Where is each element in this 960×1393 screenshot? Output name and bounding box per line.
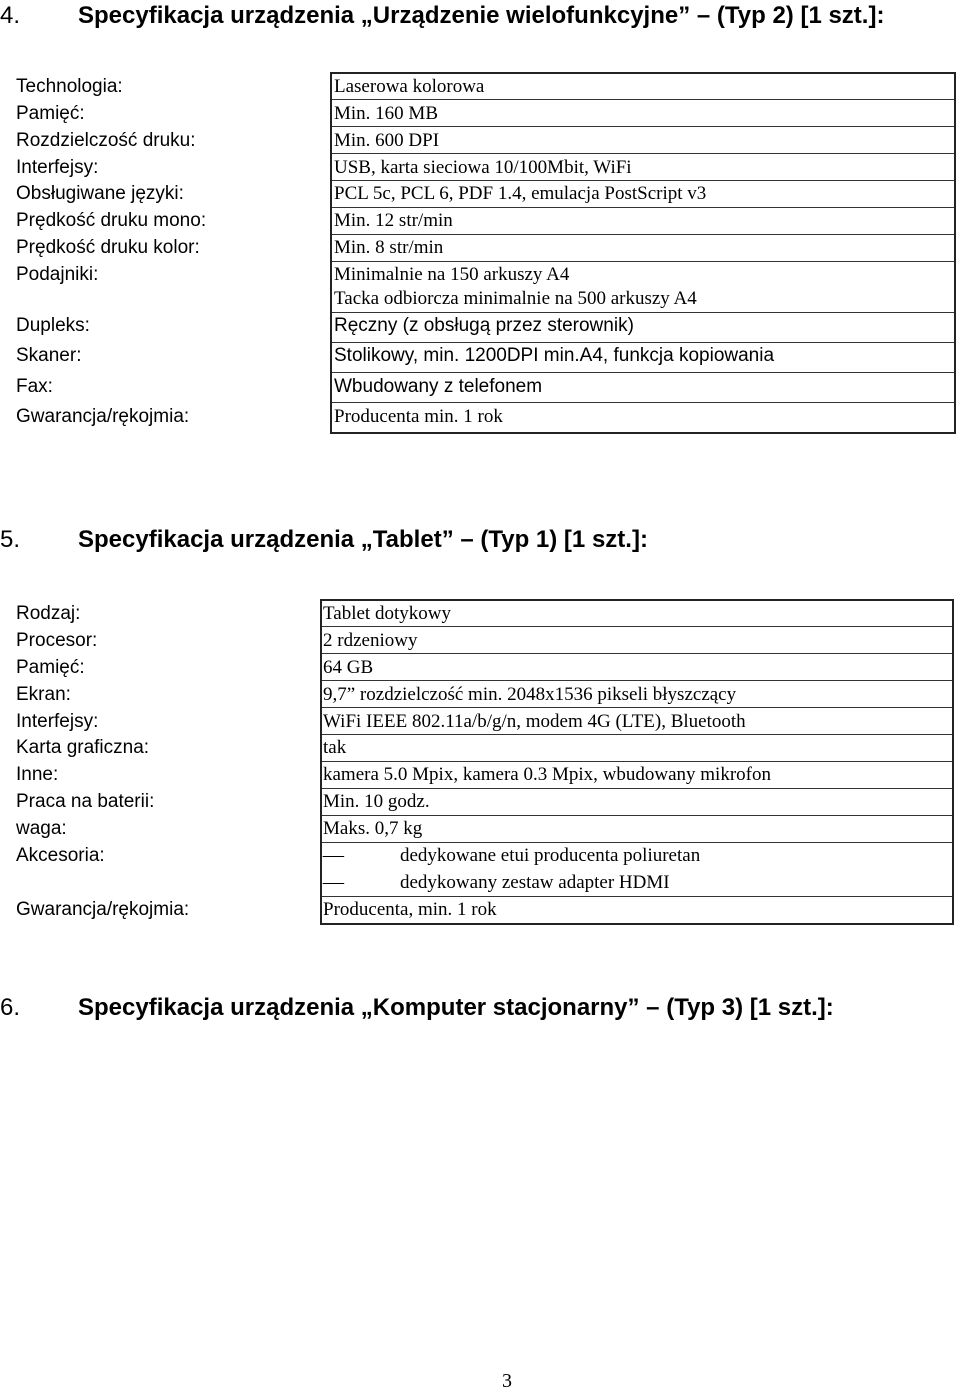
row-divider (322, 761, 952, 762)
spec-label: Rozdzielczość druku: (16, 130, 196, 151)
spec-label: Interfejsy: (16, 157, 99, 178)
row-divider (322, 788, 952, 789)
spec-label: Gwarancja/rękojmia: (16, 406, 190, 427)
spec-label: Technologia: (16, 76, 123, 97)
spec-value: 64 GB (323, 657, 374, 678)
spec-value: Min. 12 str/min (334, 210, 453, 231)
spec-label: Inne: (16, 764, 59, 785)
spec-label: Rodzaj: (16, 603, 81, 624)
spec-value: Stolikowy, min. 1200DPI min.A4, funkcja kopiowania (334, 345, 775, 366)
spec-value: Laserowa kolorowa (334, 76, 485, 97)
spec-label: Ekran: (16, 684, 71, 705)
spec-value: Min. 8 str/min (334, 237, 444, 258)
spec-label: Pamięć: (16, 103, 85, 124)
spec-value: Tablet dotykowy (323, 603, 451, 624)
spec-value: tak (323, 737, 347, 758)
spec-value: Min. 10 godz. (323, 791, 430, 812)
accessory-item: dedykowany zestaw adapter HDMI (400, 872, 670, 893)
spec-value: 9,7” rozdzielczość min. 2048x1536 pikseli błyszczący (323, 684, 737, 705)
spec-value: Ręczny (z obsługą przez sterownik) (334, 315, 634, 336)
spec-value: Min. 600 DPI (334, 130, 440, 151)
spec-value: Min. 160 MB (334, 103, 438, 124)
section-title: Specyfikacja urządzenia „Urządzenie wielofunkcyjne” – (Typ 2) [1 szt.]: (78, 2, 885, 29)
spec-label: Prędkość druku mono: (16, 210, 207, 231)
spec-label: Praca na baterii: (16, 791, 155, 812)
spec-label: Podajniki: (16, 264, 99, 285)
spec-label: waga: (16, 818, 67, 839)
spec-label: Akcesoria: (16, 845, 105, 866)
section-number: 5. (0, 526, 21, 553)
spec-value: USB, karta sieciowa 10/100Mbit, WiFi (334, 157, 632, 178)
bullet-dash: – (323, 872, 344, 893)
row-divider (322, 815, 952, 816)
page-number: 3 (502, 1370, 512, 1392)
spec-value: Producenta, min. 1 rok (323, 899, 497, 920)
section-title: Specyfikacja urządzenia „Komputer stacjonarny” – (Typ 3) [1 szt.]: (78, 994, 834, 1021)
spec-label: Prędkość druku kolor: (16, 237, 200, 258)
spec-value: Maks. 0,7 kg (323, 818, 423, 839)
spec-label: Fax: (16, 376, 53, 397)
spec-value: 2 rdzeniowy (323, 630, 418, 651)
spec-value: WiFi IEEE 802.11a/b/g/n, modem 4G (LTE), Bluetooth (323, 711, 746, 732)
row-divider (322, 653, 952, 654)
spec-label: Karta graficzna: (16, 737, 150, 758)
section-title: Specyfikacja urządzenia „Tablet” – (Typ 1) [1 szt.]: (78, 526, 648, 553)
row-divider (322, 680, 952, 681)
row-divider (322, 626, 952, 627)
spec-value: Producenta min. 1 rok (334, 406, 503, 427)
spec-label: Procesor: (16, 630, 98, 651)
row-divider (322, 896, 952, 897)
spec-table-tablet (12, 0, 956, 1391)
spec-value: PCL 5c, PCL 6, PDF 1.4, emulacja PostScript v3 (334, 183, 707, 204)
accessory-item: dedykowane etui producenta poliuretan (400, 845, 701, 866)
row-divider (322, 707, 952, 708)
spec-value-line2: Tacka odbiorcza minimalnie na 500 arkuszy A4 (334, 288, 697, 309)
section-number: 4. (0, 2, 21, 29)
spec-label: Obsługiwane języki: (16, 183, 184, 204)
spec-label: Skaner: (16, 345, 82, 366)
spec-label: Gwarancja/rękojmia: (16, 899, 190, 920)
row-divider (322, 842, 952, 843)
spec-value: Minimalnie na 150 arkuszy A4 (334, 264, 570, 285)
spec-label: Dupleks: (16, 315, 90, 336)
row-divider (322, 734, 952, 735)
bullet-dash: – (323, 845, 344, 866)
spec-value: Wbudowany z telefonem (334, 376, 543, 397)
spec-label: Pamięć: (16, 657, 85, 678)
section-number: 6. (0, 994, 21, 1021)
spec-value: kamera 5.0 Mpix, kamera 0.3 Mpix, wbudowany mikrofon (323, 764, 771, 785)
spec-label: Interfejsy: (16, 711, 99, 732)
